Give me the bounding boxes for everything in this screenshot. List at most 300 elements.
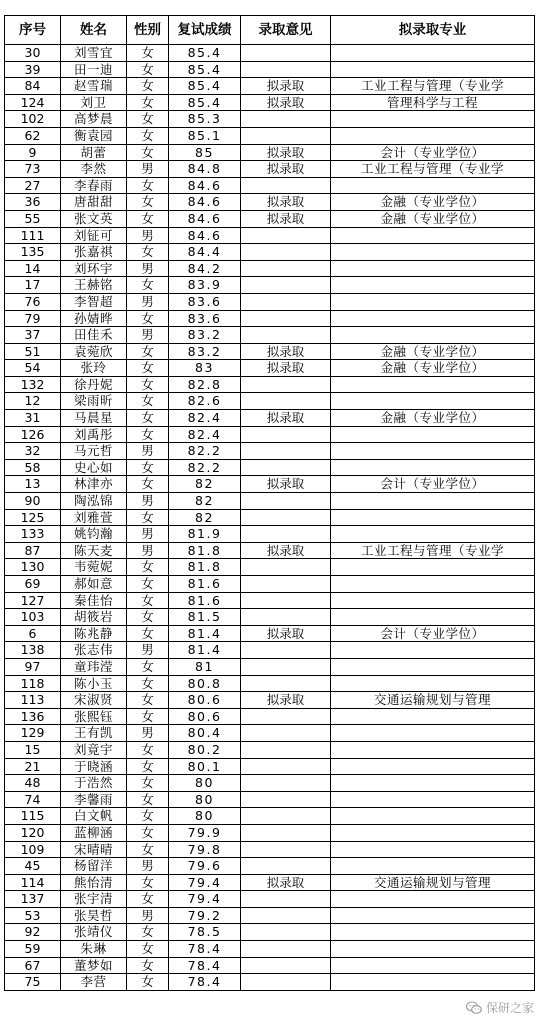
cell-gender: 男 xyxy=(127,725,169,742)
cell-gender: 女 xyxy=(127,808,169,825)
cell-decision: 拟录取 xyxy=(241,476,331,493)
cell-score: 84.6 xyxy=(169,177,241,194)
cell-id: 111 xyxy=(5,227,61,244)
cell-id: 53 xyxy=(5,907,61,924)
cell-id: 120 xyxy=(5,824,61,841)
cell-major xyxy=(331,177,535,194)
cell-major xyxy=(331,426,535,443)
cell-id: 39 xyxy=(5,61,61,78)
table-row xyxy=(5,343,535,360)
table-row xyxy=(5,576,535,593)
cell-decision xyxy=(241,642,331,659)
cell-name: 马元哲 xyxy=(61,443,127,460)
cell-name: 田佳禾 xyxy=(61,327,127,344)
cell-name: 衡袁园 xyxy=(61,127,127,144)
cell-name: 郝如意 xyxy=(61,576,127,593)
cell-gender: 女 xyxy=(127,144,169,161)
cell-score: 80.6 xyxy=(169,708,241,725)
cell-gender: 男 xyxy=(127,526,169,543)
cell-decision: 拟录取 xyxy=(241,78,331,95)
cell-major xyxy=(331,576,535,593)
cell-name: 林津亦 xyxy=(61,476,127,493)
cell-id: 59 xyxy=(5,941,61,958)
header-cell-gender: 性别 xyxy=(127,16,169,45)
cell-score: 82.8 xyxy=(169,376,241,393)
cell-major xyxy=(331,891,535,908)
table-row xyxy=(5,907,535,924)
cell-id: 54 xyxy=(5,360,61,377)
cell-gender: 女 xyxy=(127,775,169,792)
table-row xyxy=(5,210,535,227)
table-row xyxy=(5,758,535,775)
cell-major xyxy=(331,658,535,675)
cell-score: 79.2 xyxy=(169,907,241,924)
cell-major: 交通运输规划与管理 xyxy=(331,874,535,891)
cell-name: 董梦如 xyxy=(61,957,127,974)
cell-major xyxy=(331,924,535,941)
cell-id: 132 xyxy=(5,376,61,393)
cell-score: 80.6 xyxy=(169,692,241,709)
cell-score: 83.2 xyxy=(169,343,241,360)
table-row xyxy=(5,741,535,758)
table-row xyxy=(5,310,535,327)
cell-major: 金融（专业学位） xyxy=(331,194,535,211)
cell-score: 85.4 xyxy=(169,61,241,78)
cell-major xyxy=(331,642,535,659)
cell-major: 金融（专业学位） xyxy=(331,210,535,227)
cell-id: 21 xyxy=(5,758,61,775)
cell-id: 113 xyxy=(5,692,61,709)
cell-decision xyxy=(241,61,331,78)
cell-id: 138 xyxy=(5,642,61,659)
cell-decision xyxy=(241,609,331,626)
cell-major xyxy=(331,858,535,875)
cell-id: 136 xyxy=(5,708,61,725)
cell-name: 刘雅萱 xyxy=(61,509,127,526)
cell-decision xyxy=(241,177,331,194)
watermark xyxy=(466,999,534,1016)
cell-decision xyxy=(241,891,331,908)
cell-id: 133 xyxy=(5,526,61,543)
table-row xyxy=(5,509,535,526)
cell-id: 55 xyxy=(5,210,61,227)
cell-gender: 女 xyxy=(127,841,169,858)
cell-major xyxy=(331,841,535,858)
table-row xyxy=(5,775,535,792)
cell-major xyxy=(331,941,535,958)
cell-gender: 女 xyxy=(127,957,169,974)
cell-major xyxy=(331,244,535,261)
table-row xyxy=(5,642,535,659)
cell-score: 84.6 xyxy=(169,194,241,211)
cell-name: 张嘉祺 xyxy=(61,244,127,261)
cell-score: 79.9 xyxy=(169,824,241,841)
cell-score: 84.6 xyxy=(169,210,241,227)
cell-gender: 女 xyxy=(127,708,169,725)
cell-gender: 男 xyxy=(127,858,169,875)
cell-decision xyxy=(241,293,331,310)
cell-id: 69 xyxy=(5,576,61,593)
cell-decision xyxy=(241,675,331,692)
header-cell-decision: 录取意见 xyxy=(241,16,331,45)
cell-name: 张昊哲 xyxy=(61,907,127,924)
cell-major xyxy=(331,393,535,410)
cell-name: 胡蕾 xyxy=(61,144,127,161)
cell-gender: 女 xyxy=(127,559,169,576)
table-row xyxy=(5,725,535,742)
cell-name: 梁雨昕 xyxy=(61,393,127,410)
cell-score: 85.4 xyxy=(169,45,241,62)
cell-id: 103 xyxy=(5,609,61,626)
cell-major: 金融（专业学位） xyxy=(331,360,535,377)
cell-id: 74 xyxy=(5,791,61,808)
table-row xyxy=(5,127,535,144)
cell-major xyxy=(331,459,535,476)
cell-gender: 女 xyxy=(127,393,169,410)
table-row xyxy=(5,161,535,178)
cell-name: 胡筱岩 xyxy=(61,609,127,626)
cell-name: 史心如 xyxy=(61,459,127,476)
cell-major xyxy=(331,725,535,742)
cell-id: 109 xyxy=(5,841,61,858)
cell-score: 83.2 xyxy=(169,327,241,344)
cell-gender: 女 xyxy=(127,891,169,908)
cell-id: 97 xyxy=(5,658,61,675)
cell-decision xyxy=(241,741,331,758)
cell-score: 80.1 xyxy=(169,758,241,775)
cell-major xyxy=(331,907,535,924)
cell-score: 85.4 xyxy=(169,78,241,95)
cell-score: 84.6 xyxy=(169,227,241,244)
cell-id: 135 xyxy=(5,244,61,261)
cell-name: 于浩然 xyxy=(61,775,127,792)
cell-name: 陈兆静 xyxy=(61,625,127,642)
cell-name: 李然 xyxy=(61,161,127,178)
cell-decision: 拟录取 xyxy=(241,94,331,111)
cell-name: 孙婧晔 xyxy=(61,310,127,327)
table-row xyxy=(5,692,535,709)
table-row xyxy=(5,227,535,244)
cell-score: 81 xyxy=(169,658,241,675)
cell-score: 78.5 xyxy=(169,924,241,941)
cell-decision xyxy=(241,708,331,725)
cell-score: 83.6 xyxy=(169,293,241,310)
cell-id: 76 xyxy=(5,293,61,310)
cell-decision xyxy=(241,907,331,924)
cell-name: 徐丹妮 xyxy=(61,376,127,393)
cell-score: 81.8 xyxy=(169,559,241,576)
cell-id: 6 xyxy=(5,625,61,642)
cell-score: 79.8 xyxy=(169,841,241,858)
cell-decision: 拟录取 xyxy=(241,161,331,178)
cell-name: 陶泓锦 xyxy=(61,493,127,510)
cell-gender: 男 xyxy=(127,542,169,559)
table-row xyxy=(5,559,535,576)
header-cell-score: 复试成绩 xyxy=(169,16,241,45)
cell-decision xyxy=(241,858,331,875)
table-row xyxy=(5,592,535,609)
table-header-row xyxy=(5,16,535,45)
table-row xyxy=(5,293,535,310)
cell-id: 58 xyxy=(5,459,61,476)
cell-decision xyxy=(241,758,331,775)
table-row xyxy=(5,493,535,510)
cell-name: 刘竟宇 xyxy=(61,741,127,758)
cell-id: 27 xyxy=(5,177,61,194)
table-row xyxy=(5,443,535,460)
cell-id: 118 xyxy=(5,675,61,692)
cell-decision xyxy=(241,426,331,443)
cell-score: 81.9 xyxy=(169,526,241,543)
cell-decision xyxy=(241,260,331,277)
cell-decision xyxy=(241,974,331,991)
cell-score: 85.3 xyxy=(169,111,241,128)
cell-score: 79.4 xyxy=(169,891,241,908)
cell-major xyxy=(331,791,535,808)
cell-score: 82.4 xyxy=(169,410,241,427)
cell-major: 工业工程与管理（专业学 xyxy=(331,542,535,559)
cell-gender: 女 xyxy=(127,410,169,427)
cell-name: 宋晴晴 xyxy=(61,841,127,858)
cell-major: 会计（专业学位） xyxy=(331,144,535,161)
cell-major xyxy=(331,775,535,792)
cell-major: 管理科学与工程 xyxy=(331,94,535,111)
cell-gender: 女 xyxy=(127,61,169,78)
cell-gender: 男 xyxy=(127,161,169,178)
cell-major: 工业工程与管理（专业学 xyxy=(331,78,535,95)
cell-decision xyxy=(241,244,331,261)
cell-decision: 拟录取 xyxy=(241,874,331,891)
table-row xyxy=(5,874,535,891)
cell-decision xyxy=(241,559,331,576)
cell-gender: 女 xyxy=(127,576,169,593)
cell-major xyxy=(331,327,535,344)
cell-gender: 女 xyxy=(127,343,169,360)
cell-gender: 女 xyxy=(127,692,169,709)
cell-decision xyxy=(241,808,331,825)
cell-decision: 拟录取 xyxy=(241,360,331,377)
cell-gender: 女 xyxy=(127,111,169,128)
cell-major xyxy=(331,127,535,144)
table-row xyxy=(5,791,535,808)
table-row xyxy=(5,924,535,941)
cell-gender: 女 xyxy=(127,210,169,227)
cell-decision xyxy=(241,957,331,974)
cell-gender: 女 xyxy=(127,94,169,111)
cell-decision xyxy=(241,592,331,609)
cell-gender: 女 xyxy=(127,741,169,758)
cell-decision xyxy=(241,277,331,294)
cell-gender: 男 xyxy=(127,443,169,460)
cell-score: 81.6 xyxy=(169,576,241,593)
cell-decision xyxy=(241,493,331,510)
table-row xyxy=(5,144,535,161)
table-row xyxy=(5,675,535,692)
cell-decision: 拟录取 xyxy=(241,210,331,227)
cell-major xyxy=(331,376,535,393)
cell-name: 韦菀妮 xyxy=(61,559,127,576)
table-row xyxy=(5,260,535,277)
table-row xyxy=(5,78,535,95)
cell-id: 130 xyxy=(5,559,61,576)
cell-id: 73 xyxy=(5,161,61,178)
cell-name: 陈小玉 xyxy=(61,675,127,692)
cell-id: 15 xyxy=(5,741,61,758)
cell-major: 交通运输规划与管理 xyxy=(331,692,535,709)
table-row xyxy=(5,194,535,211)
cell-id: 90 xyxy=(5,493,61,510)
cell-score: 85.4 xyxy=(169,94,241,111)
table-row xyxy=(5,824,535,841)
cell-major xyxy=(331,824,535,841)
table-row xyxy=(5,177,535,194)
cell-id: 87 xyxy=(5,542,61,559)
cell-major xyxy=(331,957,535,974)
watermark-text: 保研之家 xyxy=(485,1001,534,1015)
cell-decision: 拟录取 xyxy=(241,343,331,360)
table-row xyxy=(5,858,535,875)
table-row xyxy=(5,974,535,991)
cell-decision xyxy=(241,824,331,841)
table-row xyxy=(5,957,535,974)
cell-gender: 女 xyxy=(127,592,169,609)
cell-gender: 男 xyxy=(127,260,169,277)
cell-gender: 女 xyxy=(127,658,169,675)
table-row xyxy=(5,244,535,261)
cell-major xyxy=(331,708,535,725)
cell-score: 79.6 xyxy=(169,858,241,875)
cell-score: 80 xyxy=(169,791,241,808)
table-row xyxy=(5,327,535,344)
cell-name: 童玮滢 xyxy=(61,658,127,675)
table-row xyxy=(5,808,535,825)
table-row xyxy=(5,542,535,559)
cell-score: 81.4 xyxy=(169,625,241,642)
cell-decision xyxy=(241,924,331,941)
cell-decision xyxy=(241,509,331,526)
cell-major xyxy=(331,61,535,78)
cell-id: 17 xyxy=(5,277,61,294)
cell-decision xyxy=(241,658,331,675)
cell-gender: 女 xyxy=(127,941,169,958)
cell-score: 78.4 xyxy=(169,941,241,958)
cell-major xyxy=(331,111,535,128)
table-row xyxy=(5,625,535,642)
cell-decision: 拟录取 xyxy=(241,410,331,427)
cell-score: 82.6 xyxy=(169,393,241,410)
cell-score: 81.5 xyxy=(169,609,241,626)
cell-name: 刘雪宜 xyxy=(61,45,127,62)
cell-id: 84 xyxy=(5,78,61,95)
cell-score: 81.8 xyxy=(169,542,241,559)
table-row xyxy=(5,360,535,377)
cell-name: 赵雪瑞 xyxy=(61,78,127,95)
cell-id: 126 xyxy=(5,426,61,443)
cell-id: 45 xyxy=(5,858,61,875)
cell-gender: 女 xyxy=(127,874,169,891)
cell-id: 9 xyxy=(5,144,61,161)
header-cell-major: 拟录取专业 xyxy=(331,16,535,45)
cell-major xyxy=(331,45,535,62)
cell-score: 82.2 xyxy=(169,443,241,460)
cell-score: 78.4 xyxy=(169,957,241,974)
cell-major xyxy=(331,310,535,327)
cell-decision xyxy=(241,111,331,128)
cell-name: 刘卫 xyxy=(61,94,127,111)
cell-id: 48 xyxy=(5,775,61,792)
cell-decision xyxy=(241,725,331,742)
cell-gender: 女 xyxy=(127,758,169,775)
cell-name: 张志伟 xyxy=(61,642,127,659)
cell-score: 82 xyxy=(169,476,241,493)
cell-id: 30 xyxy=(5,45,61,62)
cell-gender: 女 xyxy=(127,476,169,493)
cell-major xyxy=(331,592,535,609)
admission-list xyxy=(4,15,534,991)
cell-gender: 女 xyxy=(127,78,169,95)
cell-score: 84.8 xyxy=(169,161,241,178)
cell-major xyxy=(331,741,535,758)
cell-name: 张靖仪 xyxy=(61,924,127,941)
table-row xyxy=(5,410,535,427)
cell-decision xyxy=(241,791,331,808)
cell-score: 83 xyxy=(169,360,241,377)
cell-id: 13 xyxy=(5,476,61,493)
cell-name: 刘环宇 xyxy=(61,260,127,277)
table-body xyxy=(5,45,535,991)
table-row xyxy=(5,941,535,958)
cell-score: 82.4 xyxy=(169,426,241,443)
table-row xyxy=(5,45,535,62)
cell-score: 79.4 xyxy=(169,874,241,891)
cell-name: 蓝柳涵 xyxy=(61,824,127,841)
cell-name: 张玲 xyxy=(61,360,127,377)
table-row xyxy=(5,277,535,294)
cell-score: 85.1 xyxy=(169,127,241,144)
cell-decision: 拟录取 xyxy=(241,194,331,211)
cell-major: 金融（专业学位） xyxy=(331,410,535,427)
cell-id: 12 xyxy=(5,393,61,410)
cell-major: 工业工程与管理（专业学 xyxy=(331,161,535,178)
cell-score: 83.9 xyxy=(169,277,241,294)
cell-name: 刘禹彤 xyxy=(61,426,127,443)
cell-decision: 拟录取 xyxy=(241,144,331,161)
cell-gender: 女 xyxy=(127,974,169,991)
table-row xyxy=(5,476,535,493)
table-row xyxy=(5,376,535,393)
cell-name: 张熙钰 xyxy=(61,708,127,725)
cell-decision xyxy=(241,327,331,344)
cell-gender: 女 xyxy=(127,459,169,476)
cell-gender: 女 xyxy=(127,625,169,642)
cell-id: 137 xyxy=(5,891,61,908)
cell-score: 80.4 xyxy=(169,725,241,742)
cell-name: 王有凯 xyxy=(61,725,127,742)
cell-name: 熊怡清 xyxy=(61,874,127,891)
cell-id: 124 xyxy=(5,94,61,111)
cell-gender: 女 xyxy=(127,360,169,377)
cell-gender: 女 xyxy=(127,277,169,294)
table-row xyxy=(5,459,535,476)
table-row xyxy=(5,393,535,410)
cell-gender: 男 xyxy=(127,907,169,924)
cell-name: 宋淑贤 xyxy=(61,692,127,709)
table-row xyxy=(5,841,535,858)
cell-score: 84.2 xyxy=(169,260,241,277)
cell-name: 秦佳怡 xyxy=(61,592,127,609)
cell-name: 白文帆 xyxy=(61,808,127,825)
cell-gender: 男 xyxy=(127,227,169,244)
